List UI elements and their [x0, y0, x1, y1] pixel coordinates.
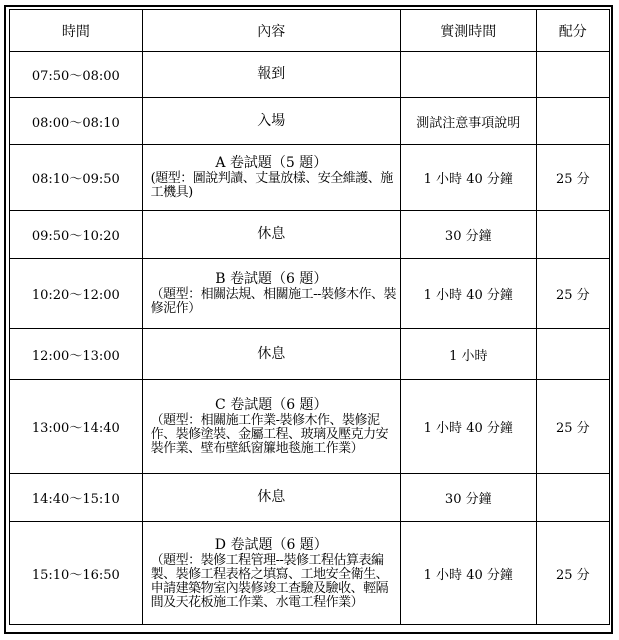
- cell-time: 09:50～10:20: [10, 211, 143, 259]
- header-score: 配分: [536, 10, 609, 52]
- cell-content: [142, 211, 400, 259]
- cell-content: [142, 145, 400, 211]
- cell-title: C 卷試題（6 題）: [215, 397, 328, 413]
- cell-time: 13:00～14:40: [10, 380, 143, 474]
- cell-title: 報到: [257, 66, 286, 82]
- cell-score: 25 分: [536, 259, 609, 329]
- cell-time: 07:50～08:00: [10, 52, 143, 98]
- cell-time: 12:00～13:00: [10, 329, 143, 380]
- cell-score: [536, 329, 609, 380]
- cell-time: 08:00～08:10: [10, 98, 143, 145]
- table-row: [10, 52, 610, 98]
- cell-score: 25 分: [536, 380, 609, 474]
- cell-time: 08:10～09:50: [10, 145, 143, 211]
- cell-title: 入場: [257, 112, 286, 129]
- cell-duration: 1 小時 40 分鐘: [400, 380, 536, 474]
- table-row: [10, 98, 610, 145]
- cell-duration: 1 小時 40 分鐘: [400, 145, 536, 211]
- cell-duration: [400, 52, 536, 98]
- header-content: 內容: [142, 10, 400, 52]
- cell-time: 15:10～16:50: [10, 522, 143, 625]
- cell-title: 休息: [257, 489, 286, 505]
- cell-title: D 卷試題（6 題）: [214, 536, 328, 553]
- cell-desc: （題型：裝修工程管理--裝修工程估算表編製、裝修工程表格之填寫、工地安全衛生、申請建築物室內裝修竣工查驗及驗收、輕隔間及天花板施工作業、水電工程作業）: [150, 552, 389, 610]
- cell-score: 25 分: [536, 522, 609, 625]
- table-row: [10, 329, 610, 380]
- cell-content: [142, 474, 400, 522]
- cell-desc: (題型：圖說判讀、丈量放樣、安全維護、施工機具): [150, 171, 393, 200]
- header-row: [10, 10, 610, 52]
- cell-content: [142, 522, 400, 625]
- cell-content: [142, 52, 400, 98]
- cell-time: 14:40～15:10: [10, 474, 143, 522]
- cell-title: B 卷試題（6 題）: [215, 271, 328, 287]
- table-row: [10, 145, 610, 211]
- cell-content: [142, 329, 400, 380]
- cell-score: [536, 474, 609, 522]
- cell-score: [536, 211, 609, 259]
- cell-title: 休息: [257, 345, 286, 362]
- header-time: 時間: [10, 10, 143, 52]
- cell-duration: 1 小時 40 分鐘: [400, 522, 536, 625]
- cell-duration: 30 分鐘: [400, 474, 536, 522]
- cell-content: [142, 259, 400, 329]
- exam-schedule-table: [9, 9, 610, 625]
- cell-score: [536, 52, 609, 98]
- cell-score: [536, 98, 609, 145]
- table-row: [10, 380, 610, 474]
- cell-content: [142, 98, 400, 145]
- cell-duration: 1 小時: [400, 329, 536, 380]
- cell-duration: 測試注意事項說明: [400, 98, 536, 145]
- table-row: [10, 259, 610, 329]
- table-row: [10, 474, 610, 522]
- cell-score: 25 分: [536, 145, 609, 211]
- cell-duration: 30 分鐘: [400, 211, 536, 259]
- table-row: [10, 522, 610, 625]
- cell-duration: 1 小時 40 分鐘: [400, 259, 536, 329]
- cell-title: A 卷試題（5 題）: [215, 155, 328, 171]
- header-duration: 實測時間: [400, 10, 536, 52]
- cell-content: [142, 380, 400, 474]
- cell-desc: （題型：相關法規、相關施工--裝修木作、裝修泥作）: [150, 287, 396, 316]
- table-row: [10, 211, 610, 259]
- cell-title: 休息: [257, 226, 286, 242]
- cell-time: 10:20～12:00: [10, 259, 143, 329]
- cell-desc: （題型：相關施工作業-裝修木作、裝修泥作、裝修塗裝、金屬工程、玻璃及壓克力安裝作業、壁布壁紙窗簾地毯施工作業）: [150, 413, 389, 456]
